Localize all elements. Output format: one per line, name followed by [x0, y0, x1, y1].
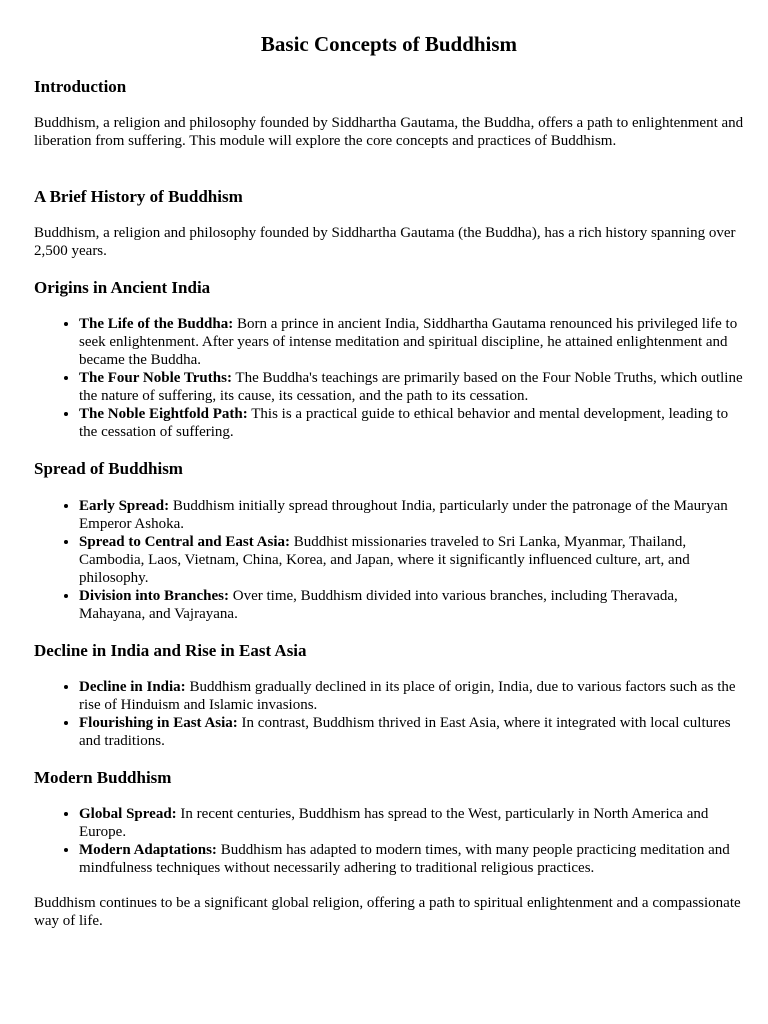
modern-list: [34, 805, 744, 877]
list-item-term: Flourishing in East Asia:: [79, 715, 238, 731]
list-item-text: Over time, Buddhism divided into various branches, including Theravada, Mahayana, and Vajrayana.: [79, 588, 678, 622]
introduction-paragraph: Buddhism, a religion and philosophy founded by Siddhartha Gautama, the Buddha, offers a path to enlightenment and liberation from suffering. This module will explore the core concepts and practices of Buddhism.: [34, 115, 744, 149]
list-item: [79, 315, 744, 369]
list-item-term: Global Spread:: [79, 806, 177, 822]
list-item-text: Buddhism has adapted to modern times, with many people practicing meditation and mindfulness techniques without necessarily adhering to traditional religious practices.: [79, 842, 730, 876]
section-heading-modern: Modern Buddhism: [34, 768, 172, 787]
list-item: [79, 405, 744, 441]
list-item-term: The Life of the Buddha:: [79, 316, 234, 332]
list-item: [79, 805, 744, 841]
list-item-term: Decline in India:: [79, 679, 186, 695]
list-item-term: Division into Branches:: [79, 588, 230, 604]
section-heading-introduction: Introduction: [34, 77, 127, 96]
origins-list: [34, 315, 744, 441]
list-item-term: The Four Noble Truths:: [79, 370, 232, 386]
list-item-term: The Noble Eightfold Path:: [79, 406, 248, 422]
spread-list: [34, 497, 744, 623]
list-item-text: Born a prince in ancient India, Siddhartha Gautama renounced his privileged life to seek enlightenment. After years of intense meditation and spiritual discipline, he attained enlightenment and became the Buddha.: [79, 316, 738, 368]
decline-list: [34, 678, 744, 750]
list-item: [79, 678, 744, 714]
list-item-text: Buddhism gradually declined in its place of origin, India, due to various factors such as the rise of Hinduism and Islamic invasions.: [79, 679, 736, 713]
list-item: [79, 714, 744, 750]
section-heading-spread: Spread of Buddhism: [34, 459, 183, 478]
list-item: [79, 841, 744, 877]
closing-paragraph: Buddhism continues to be a significant global religion, offering a path to spiritual enlightenment and a compassionate way of life.: [34, 895, 741, 929]
section-heading-origins: Origins in Ancient India: [34, 278, 211, 297]
list-item-text: In contrast, Buddhism thrived in East Asia, where it integrated with local cultures and traditions.: [79, 715, 731, 749]
page-title: Basic Concepts of Buddhism: [260, 32, 518, 56]
list-item-term: Spread to Central and East Asia:: [79, 534, 290, 550]
section-heading-decline: Decline in India and Rise in East Asia: [34, 641, 307, 660]
list-item-text: In recent centuries, Buddhism has spread to the West, particularly in North America and Europe.: [79, 806, 709, 840]
list-item-term: Modern Adaptations:: [79, 842, 217, 858]
list-item: [79, 533, 744, 587]
list-item: [79, 587, 744, 623]
list-item-term: Early Spread:: [79, 498, 170, 514]
list-item-text: Buddhism initially spread throughout India, particularly under the patronage of the Mauryan Emperor Ashoka.: [79, 498, 728, 532]
list-item-text: The Buddha's teachings are primarily based on the Four Noble Truths, which outline the nature of suffering, its cause, its cessation, and the path to its cessation.: [79, 370, 743, 404]
history-paragraph: Buddhism, a religion and philosophy founded by Siddhartha Gautama (the Buddha), has a rich history spanning over 2,500 years.: [34, 225, 736, 259]
list-item: [79, 369, 744, 405]
list-item-text: Buddhist missionaries traveled to Sri Lanka, Myanmar, Thailand, Cambodia, Laos, Vietnam, China, Korea, and Japan, where it significantly influenced culture, art, and philosophy.: [79, 534, 690, 586]
list-item: [79, 497, 744, 533]
list-item-text: This is a practical guide to ethical behavior and mental development, leading to the cessation of suffering.: [79, 406, 729, 440]
section-heading-history: A Brief History of Buddhism: [34, 187, 243, 206]
